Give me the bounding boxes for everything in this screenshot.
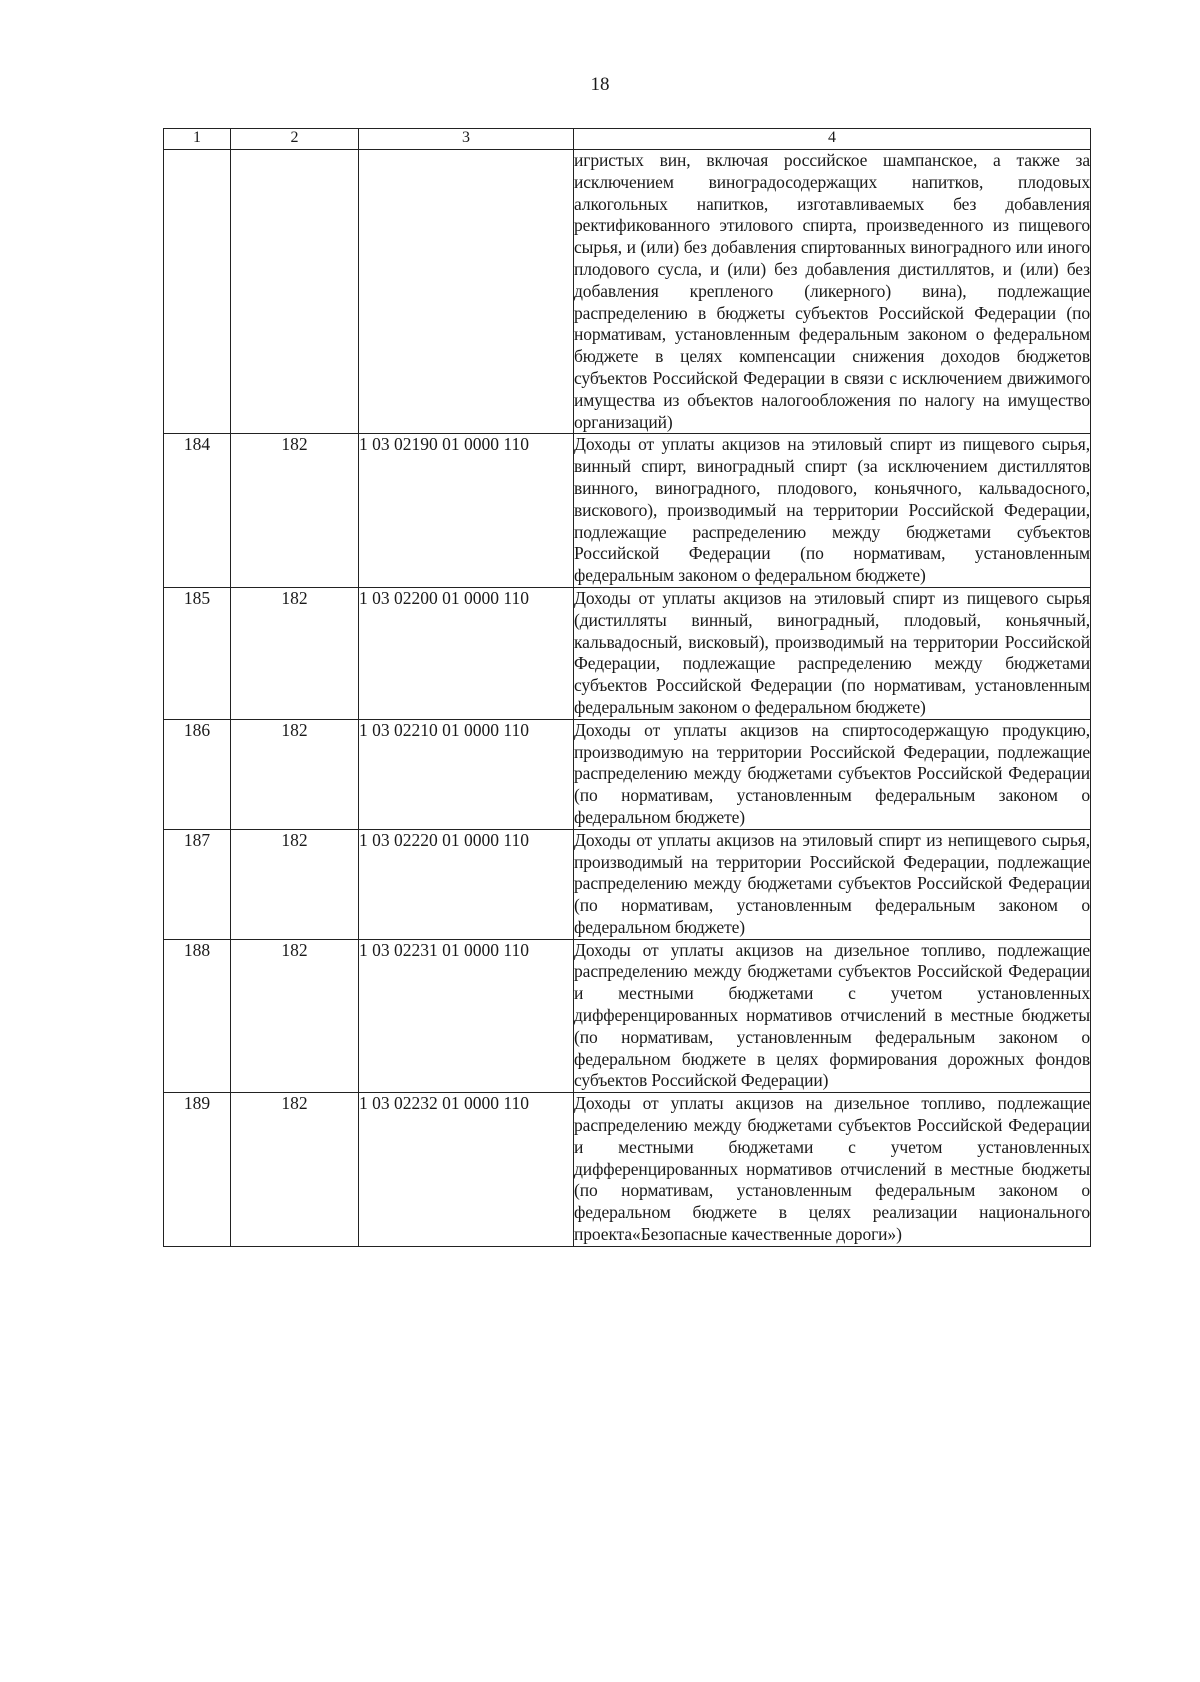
admin-code: 182 xyxy=(231,434,359,588)
row-description: Доходы от уплаты акцизов на дизельное топливо, подлежащие распределению между бюджетами субъектов Российской Федерации и местными бюджетами с учетом установленных дифференцированных нормативов отчислений в местные бюджеты (по нормативам, установленным федеральным законом о федеральном бюджете в целях реализации национального проекта«Безопасные качественные дороги») xyxy=(574,1093,1090,1245)
description-cell xyxy=(574,434,1091,588)
table-row xyxy=(164,434,1091,588)
table-row xyxy=(164,587,1091,719)
description-cell xyxy=(574,587,1091,719)
row-number: 188 xyxy=(164,939,231,1093)
admin-code: 182 xyxy=(231,1093,359,1247)
table-row xyxy=(164,1093,1091,1247)
row-number: 184 xyxy=(164,434,231,588)
row-description: Доходы от уплаты акцизов на спиртосодержащую продукцию, производимую на территории Российской Федерации, подлежащие распределению между бюджетами субъектов Российской Федерации (по нормативам, установленным федеральным законом о федеральном бюджете) xyxy=(574,719,1090,827)
continuation-description: игристых вин, включая российское шампанское, а также за исключением виноградосодержащих напитков, плодовых алкогольных напитков, изготавливаемых без добавления ректификованного этилового спирта, произведенного из пищевого сырья, и (или) без добавления спиртованных виноградного или иного плодового сусла, и (или) без добавления дистиллятов, и (или) без добавления крепленого (ликерного) вина), подлежащие распределению в бюджеты субъектов Российской Федерации (по нормативам, установленным федеральным законом о федеральном бюджете в целях компенсации снижения доходов бюджетов субъектов Российской Федерации в связи с исключением движимого имущества из объектов налогообложения по налогу на имущество организаций) xyxy=(574,150,1090,432)
row-description: Доходы от уплаты акцизов на этиловый спирт из пищевого сырья, винный спирт, виноградный спирт (за исключением дистиллятов винного, виноградного, плодового, коньячного, кальвадосного, вискового), производимый на территории Российской Федерации, подлежащие распределению между бюджетами субъектов Российской Федерации (по нормативам, установленным федеральным законом о федеральном бюджете) xyxy=(574,434,1090,586)
admin-code: 182 xyxy=(231,939,359,1093)
row-description: Доходы от уплаты акцизов на дизельное топливо, подлежащие распределению между бюджетами субъектов Российской Федерации и местными бюджетами с учетом установленных дифференцированных нормативов отчислений в местные бюджеты (по нормативам, установленным федеральным законом о федеральном бюджете в целях формирования дорожных фондов субъектов Российской Федерации) xyxy=(574,939,1090,1091)
row-number: 186 xyxy=(164,719,231,829)
description-cell xyxy=(574,829,1091,939)
table-row xyxy=(164,939,1091,1093)
row-description: Доходы от уплаты акцизов на этиловый спирт из непищевого сырья, производимый на территории Российской Федерации, подлежащие распределению между бюджетами субъектов Российской Федерации (по нормативам, установленным федеральным законом о федеральном бюджете) xyxy=(574,829,1090,937)
row-number: 185 xyxy=(164,587,231,719)
revenue-code: 1 03 02210 01 0000 110 xyxy=(359,719,574,829)
admin-code-cell xyxy=(231,150,359,434)
revenue-code-cell xyxy=(359,150,574,434)
continuation-row xyxy=(164,150,1091,434)
row-number-cell xyxy=(164,150,231,434)
row-number: 189 xyxy=(164,1093,231,1247)
revenue-code: 1 03 02190 01 0000 110 xyxy=(359,434,574,588)
description-cell xyxy=(574,1093,1091,1247)
table-row xyxy=(164,829,1091,939)
header-row xyxy=(164,129,1091,150)
revenue-codes-table xyxy=(163,128,1091,1247)
column-header-2: 2 xyxy=(231,129,359,150)
revenue-code: 1 03 02220 01 0000 110 xyxy=(359,829,574,939)
column-header-4: 4 xyxy=(574,129,1091,150)
admin-code: 182 xyxy=(231,587,359,719)
row-number: 187 xyxy=(164,829,231,939)
revenue-code: 1 03 02232 01 0000 110 xyxy=(359,1093,574,1247)
column-header-3: 3 xyxy=(359,129,574,150)
table-row xyxy=(164,719,1091,829)
description-cell xyxy=(574,719,1091,829)
page-number: 18 xyxy=(590,74,610,95)
admin-code: 182 xyxy=(231,829,359,939)
revenue-code: 1 03 02231 01 0000 110 xyxy=(359,939,574,1093)
description-cell xyxy=(574,939,1091,1093)
column-header-1: 1 xyxy=(164,129,231,150)
row-description: Доходы от уплаты акцизов на этиловый спирт из пищевого сырья (дистилляты винный, виноградный, плодовый, коньячный, кальвадосный, висковый), производимый на территории Российской Федерации, подлежащие распределению между бюджетами субъектов Российской Федерации (по нормативам, установленным федеральным законом о федеральном бюджете) xyxy=(574,587,1090,717)
revenue-code: 1 03 02200 01 0000 110 xyxy=(359,587,574,719)
description-cell xyxy=(574,150,1091,434)
admin-code: 182 xyxy=(231,719,359,829)
